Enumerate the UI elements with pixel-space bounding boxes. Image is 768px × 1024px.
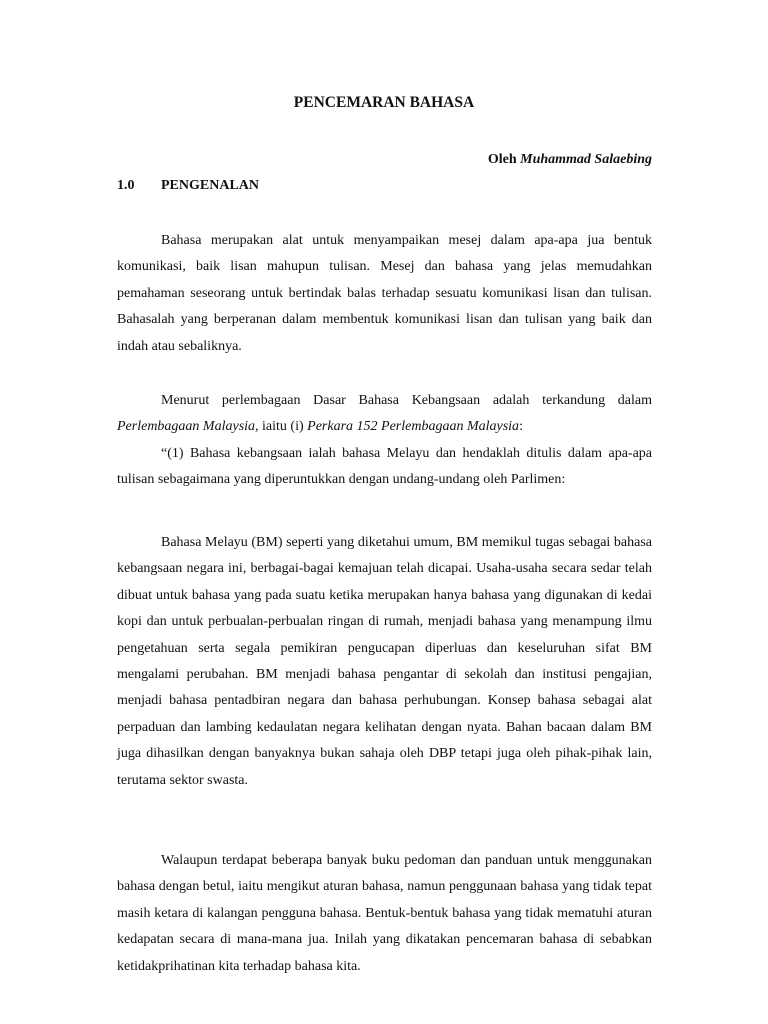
author-name: Muhammad Salaebing: [520, 152, 652, 167]
reference-end: :: [519, 419, 523, 435]
paragraph-1: Bahasa merupakan alat untuk menyampaikan mesej dalam apa-apa jua bentuk komunikasi, baik lisan mahupun tulisan. Mesej dan bahasa yang jelas memudahkan pemahaman seseorang untuk bertindak balas terhadap sesuatu komunikasi lisan dan tulisan. Bahasalah yang berperanan dalam membentuk komunikasi lisan dan tulisan yang baik dan indah atau sebaliknya.: [117, 233, 652, 354]
reference-connector: , iaitu (i): [255, 419, 308, 435]
author-prefix: Oleh: [487, 152, 517, 167]
paragraph-3: Bahasa Melayu (BM) seperti yang diketahui umum, BM memikul tugas sebagai bahasa kebangsaan negara ini, berbagai-bagai kemajuan telah dicapai. Usaha-usaha secara sedar telah dibuat untuk bahasa yang pada suatu ketika merupakan hanya bahasa yang digunakan di kedai kopi dan untuk perbualan-perbualan ringan di rumah, menjadi bahasa yang menampung ilmu pengetahuan serta segala pemikiran pengucapan diperluas dan keseluruhan sifat BM mengalami perubahan. BM menjadi bahasa pengantar di sekolah dan institusi pengajian, menjadi bahasa pentadbiran negara dan bahasa perhubungan. Konsep bahasa sebagai alat perpaduan dan lambing kedaulatan negara kelihatan dengan nyata. Bahan bacaan dalam BM juga dihasilkan dengan banyaknya bukan sahaja oleh DBP tetapi juga oleh pihak-pihak lain, terutama sektor swasta.: [117, 535, 652, 788]
paragraph-2: [117, 388, 652, 494]
document-title: PENCEMARAN BAHASA: [293, 94, 475, 111]
author-line: [488, 152, 652, 168]
paragraph-2-quote: “(1) Bahasa kebangsaan ialah bahasa Melayu dan hendaklah ditulis dalam apa-apa tulisan sebagaimana yang diperuntukkan dengan undang-undang oleh Parlimen:: [117, 445, 652, 488]
paragraph-2-line-2: [117, 414, 652, 440]
paragraph-2-line-1: Menurut perlembagaan Dasar Bahasa Kebangsaan adalah terkandung dalam: [161, 393, 652, 408]
section-heading: [117, 178, 259, 194]
section-number: 1.0: [117, 178, 135, 193]
paragraph-4: Walaupun terdapat beberapa banyak buku pedoman dan panduan untuk menggunakan bahasa dengan betul, iaitu mengikut aturan bahasa, namun penggunaan bahasa yang tidak tepat masih ketara di kalangan pengguna bahasa. Bentuk-bentuk bahasa yang tidak mematuhi aturan kedapatan secara di mana-mana jua. Inilah yang dikatakan pencemaran bahasa di sebabkan ketidakprihatinan kita terhadap bahasa kita.: [117, 853, 652, 974]
section-title: PENGENALAN: [161, 178, 260, 193]
reference-constitution: Perlembagaan Malaysia: [117, 419, 256, 435]
reference-article-152: Perkara 152 Perlembagaan Malaysia: [307, 419, 520, 435]
